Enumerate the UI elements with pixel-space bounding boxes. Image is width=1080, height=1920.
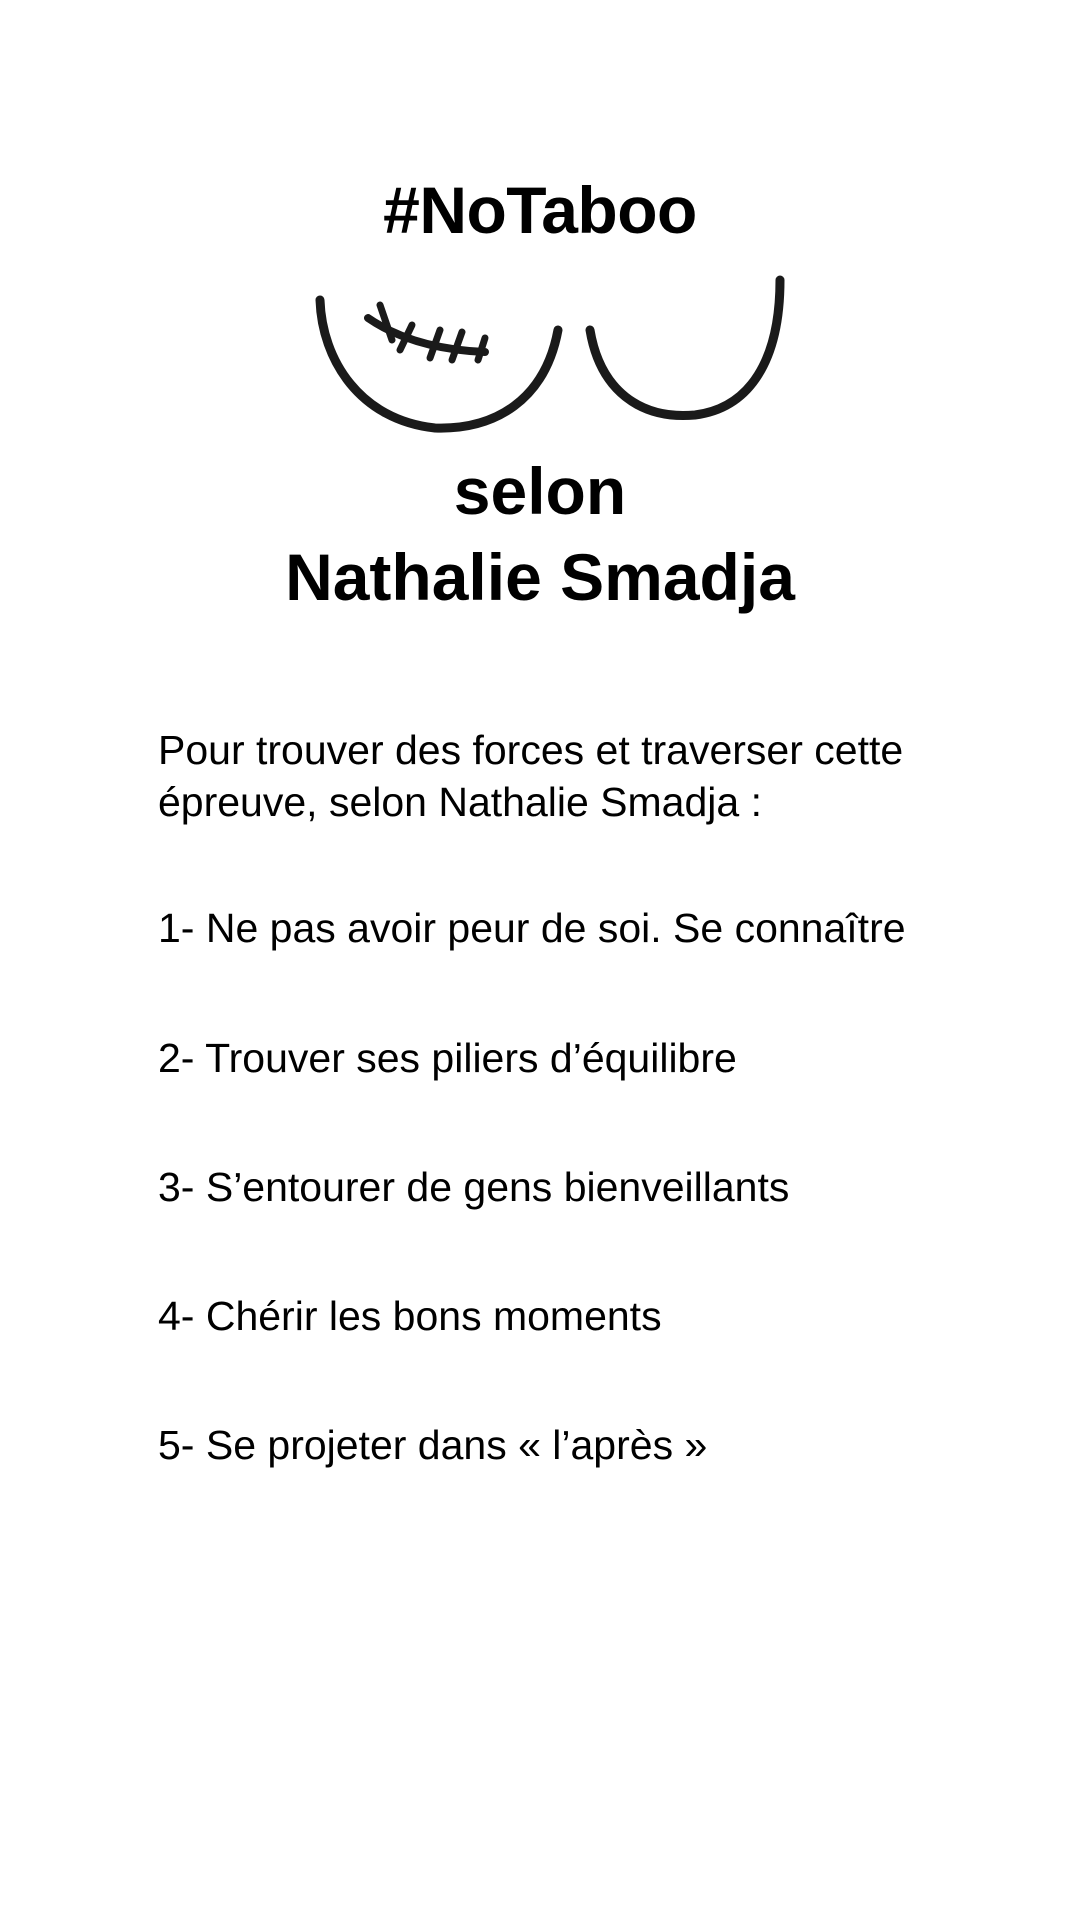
subtitle-line-2: Nathalie Smadja [285,540,795,614]
intro-paragraph [158,724,978,828]
tip-item-1: 1- Ne pas avoir peur de soi. Se connaître [158,905,906,951]
subtitle-line-1: selon [453,454,627,528]
tip-item-5: 5- Se projeter dans « l’après » [158,1422,708,1468]
tip-item-2: 2- Trouver ses piliers d’équilibre [158,1035,737,1081]
intro-line-2: épreuve, selon Nathalie Smadja : [158,779,762,825]
intro-line-1: Pour trouver des forces et traverser cette [158,727,904,773]
hashtag-title: #NoTaboo [383,173,697,247]
tip-item-4: 4- Chérir les bons moments [158,1293,662,1339]
subtitle [0,448,1080,620]
tip-item-3: 3- S’entourer de gens bienveillants [158,1164,790,1210]
breasts-illustration-icon [300,270,800,450]
